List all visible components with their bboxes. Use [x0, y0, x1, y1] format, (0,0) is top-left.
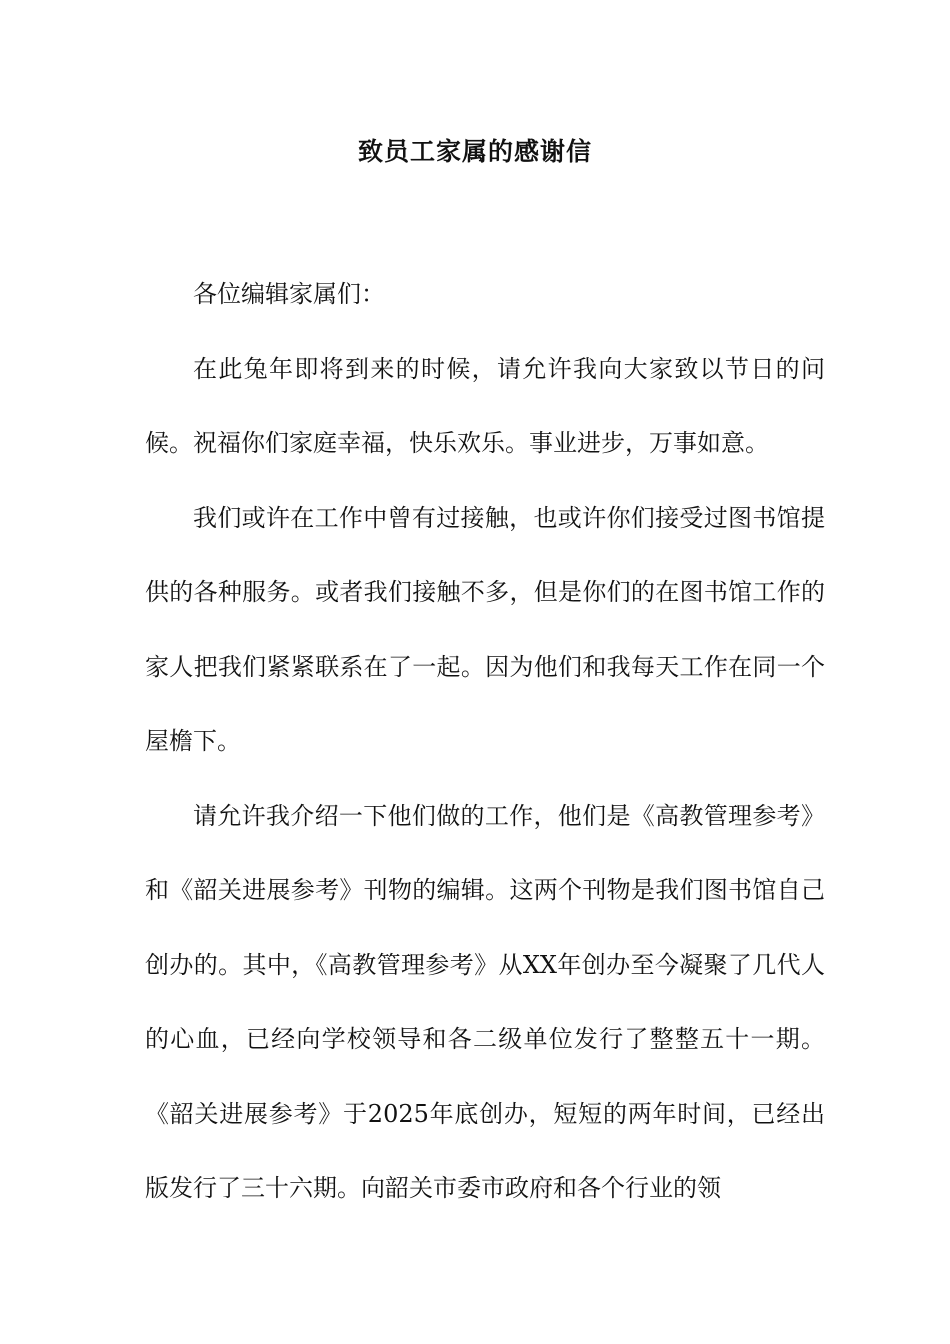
salutation: 各位编辑家属们：	[193, 280, 385, 308]
document-title: 致员工家属的感谢信	[357, 137, 592, 166]
paragraph-greeting: 在此兔年即将到来的时候，请允许我向大家致以节日的问候。祝福你们家庭幸福，快乐欢乐。事业进步，万事如意。	[145, 354, 825, 457]
paragraph-introduction: 我们或许在工作中曾有过接触，也或许你们接受过图书馆提供的各种服务。或者我们接触不多，但是你们的在图书馆工作的家人把我们紧紧联系在了一起。因为他们和我每天工作在同一个屋檐下。	[145, 503, 825, 755]
letter-body	[145, 257, 825, 1226]
paragraph-work-description: 请允许我介绍一下他们做的工作，他们是《高教管理参考》和《韶关进展参考》刊物的编辑。这两个刊物是我们图书馆自己创办的。其中，《高教管理参考》从XX年创办至今凝聚了几代人的心血，已经向学校领导和各二级单位发行了整整五十一期。《韶关进展参考》于2025年底创办，短短的两年时间，已经出版发行了三十六期。向韶关市委市政府和各个行业的领	[145, 801, 825, 1202]
